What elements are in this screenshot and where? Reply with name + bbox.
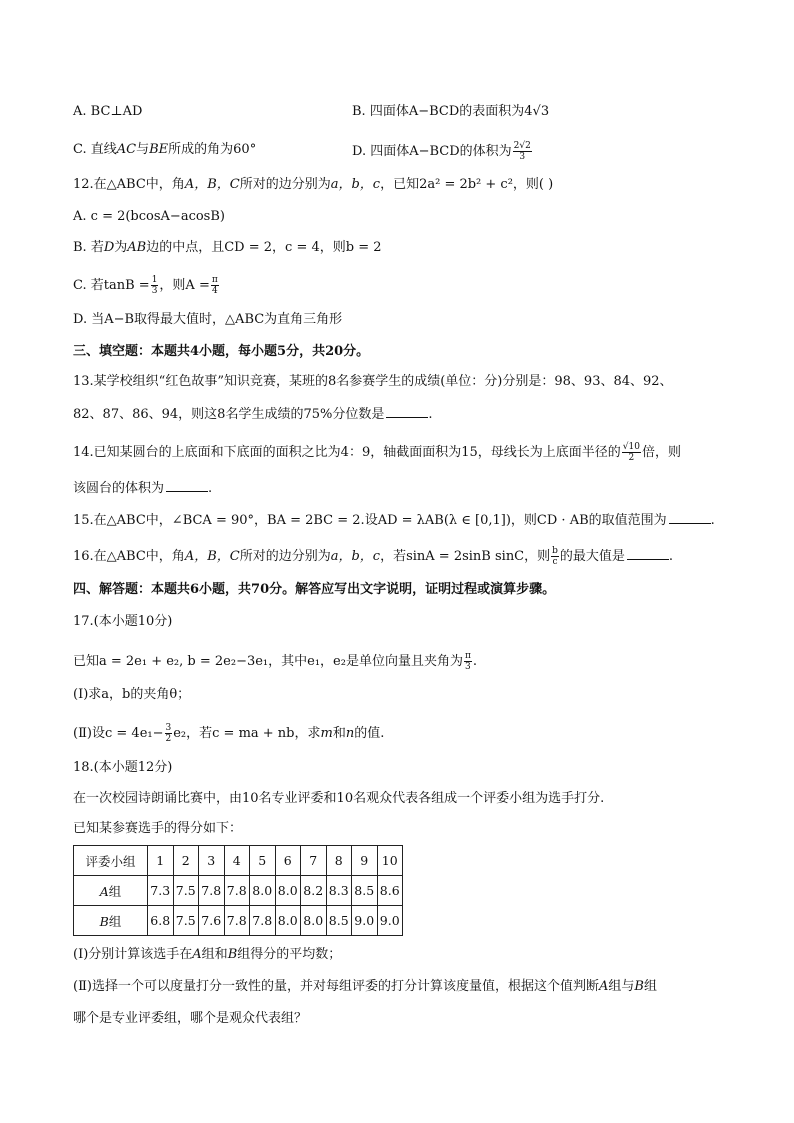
q13-line-1: 13.某学校组织“红色故事”知识竞赛，某班的8名参赛学生的成绩(单位：分)分别是：98、93、84、92、 xyxy=(73,374,673,389)
q12-option-c: C. 若tanB = $\frac{1}{3}$ ，则A = $\frac{\pi}{4}$ xyxy=(73,275,218,296)
q14-line-1: 14.已知某圆台的上底面和下底面的面积之比为4：9，轴截面面积为15，母线长为上底面半径的 $\frac{√10}{2}$ 倍，则 xyxy=(73,442,681,463)
q11-option-b: B. 四面体A−BCD的表面积为4√3 xyxy=(352,104,550,119)
table-cell: 7.5 xyxy=(173,906,199,936)
q12-stem: 12.在△ABC中，角A，B，C所对的边分别为a，b，c，已知2a² = 2b² + c²，则( ) xyxy=(73,177,554,192)
table-header-cell: 评委小组 xyxy=(74,846,148,876)
table-row xyxy=(74,906,403,936)
table-cell: 7.5 xyxy=(173,876,199,906)
q17-part-2: (Ⅱ)设c = 4e₁− $\frac{3}{2}$ e₂，若c = ma + nb，求m和n的值. xyxy=(73,723,385,744)
table-header-cell: 1 xyxy=(148,846,174,876)
table-header-cell: 5 xyxy=(250,846,276,876)
section-heading-solutions: 四、解答题：本题共6小题，共70分。解答应写出文字说明，证明过程或演算步骤。 xyxy=(73,582,556,597)
fraction: $\frac{2√2}{3}$ xyxy=(513,141,531,162)
table-cell: 8.0 xyxy=(250,876,276,906)
answer-blank[interactable] xyxy=(166,479,208,492)
table-cell: 7.6 xyxy=(199,906,225,936)
q18-part-2-line-1: (Ⅱ)选择一个可以度量打分一致性的量，并对每组评委的打分计算该度量值，根据这个值判断A组与B组 xyxy=(73,979,657,994)
table-header-cell: 2 xyxy=(173,846,199,876)
q12-option-b: B. 若D为AB边的中点，且CD = 2，c = 4，则b = 2 xyxy=(73,240,382,255)
table-cell: 7.8 xyxy=(224,876,250,906)
fraction: $\frac{b}{c}$ xyxy=(552,546,558,567)
table-row xyxy=(74,876,403,906)
table-cell: 7.8 xyxy=(224,906,250,936)
q15-line: 15.在△ABC中，∠BCA = 90°，BA = 2BC = 2.设AD = λAB(λ ∈ [0,1])，则CD · AB的取值范围为 . xyxy=(73,513,715,528)
table-header-cell: 3 xyxy=(199,846,225,876)
fraction: $\frac{\pi}{3}$ xyxy=(464,651,471,672)
table-cell: 8.5 xyxy=(352,876,378,906)
table-header-cell: 6 xyxy=(275,846,301,876)
table-header-cell: 8 xyxy=(326,846,352,876)
table-cell: 8.2 xyxy=(301,876,327,906)
fraction: $\frac{√10}{2}$ xyxy=(622,442,640,463)
table-cell: 8.0 xyxy=(275,876,301,906)
q18-part-1: (Ⅰ)分别计算该选手在A组和B组得分的平均数； xyxy=(73,947,342,962)
q12-option-d: D. 当A−B取得最大值时，△ABC为直角三角形 xyxy=(73,312,343,327)
table-row-label: B组 xyxy=(74,906,148,936)
q17-stem: 已知a = 2e₁ + e₂, b = 2e₂−3e₁，其中e₁，e₂是单位向量且夹角为 $\frac{\pi}{3}$ . xyxy=(73,651,478,672)
fraction: $\frac{\pi}{4}$ xyxy=(211,275,218,296)
table-cell: 9.0 xyxy=(352,906,378,936)
table-row-label: A组 xyxy=(74,876,148,906)
table-cell: 9.0 xyxy=(377,906,403,936)
answer-blank[interactable] xyxy=(627,547,669,560)
answer-blank[interactable] xyxy=(386,405,428,418)
q18-line-1: 在一次校园诗朗诵比赛中，由10名专业评委和10名观众代表各组成一个评委小组为选手打分. xyxy=(73,791,605,806)
table-header-cell: 10 xyxy=(377,846,403,876)
fraction: $\frac{1}{3}$ xyxy=(151,275,158,296)
q13-line-2: 82、87、86、94，则这8名学生成绩的75%分位数是 . xyxy=(73,407,433,422)
q18-part-2-line-2: 哪个是专业评委组，哪个是观众代表组？ xyxy=(73,1011,308,1026)
q17-title: 17.(本小题10分) xyxy=(73,614,173,629)
table-cell: 8.5 xyxy=(326,906,352,936)
q18-line-2: 已知某参赛选手的得分如下： xyxy=(73,821,243,836)
table-cell: 7.3 xyxy=(148,876,174,906)
table-cell: 8.6 xyxy=(377,876,403,906)
table-cell: 7.8 xyxy=(250,906,276,936)
table-header-cell: 9 xyxy=(352,846,378,876)
table-header-row xyxy=(74,846,403,876)
q11-option-c: C. 直线AC与BE所成的角为60° xyxy=(73,142,257,157)
q16-line: 16.在△ABC中，角A，B，C所对的边分别为a，b，c，若sinA = 2sinB sinC，则 $\frac{b}{c}$ 的最大值是 . xyxy=(73,546,674,567)
answer-blank[interactable] xyxy=(669,511,711,524)
table-cell: 7.8 xyxy=(199,876,225,906)
q14-line-2: 该圆台的体积为 . xyxy=(73,481,213,496)
table-header-cell: 4 xyxy=(224,846,250,876)
section-heading-fill-in: 三、填空题：本题共4小题，每小题5分，共20分。 xyxy=(73,344,370,359)
q11-option-a: A. BC⊥AD xyxy=(73,104,143,119)
fraction: $\frac{3}{2}$ xyxy=(165,723,172,744)
q17-part-1: (Ⅰ)求a，b的夹角θ； xyxy=(73,687,191,702)
table-cell: 8.0 xyxy=(301,906,327,936)
q18-title: 18.(本小题12分) xyxy=(73,760,173,775)
table-cell: 8.0 xyxy=(275,906,301,936)
q12-option-a: A. c = 2(bcosA−acosB) xyxy=(73,209,225,224)
table-cell: 8.3 xyxy=(326,876,352,906)
score-table xyxy=(73,845,403,936)
table-cell: 6.8 xyxy=(148,906,174,936)
table-header-cell: 7 xyxy=(301,846,327,876)
q11-option-d: D. 四面体A−BCD的体积为 $\frac{2√2}{3}$ xyxy=(352,141,531,162)
